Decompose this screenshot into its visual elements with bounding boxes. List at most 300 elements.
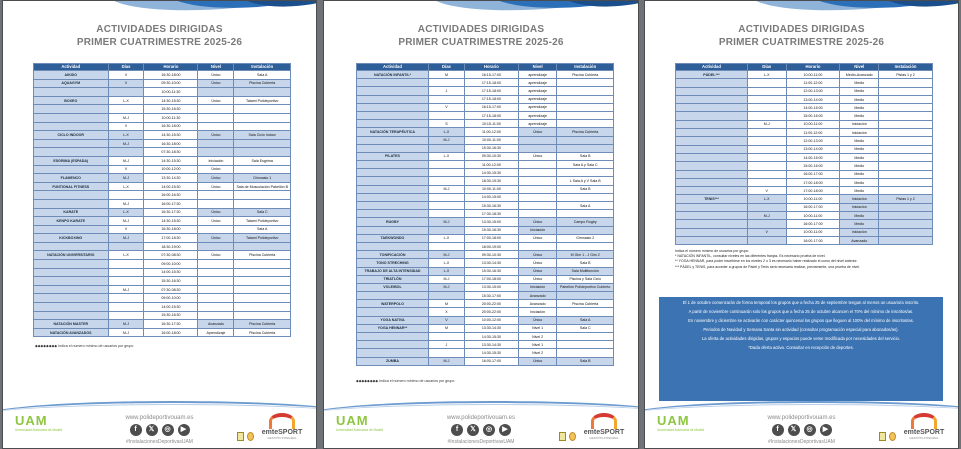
- days-cell: L-X: [108, 182, 144, 191]
- schedule-cell: 13:30-15:00: [464, 283, 518, 291]
- days-cell: M-J: [108, 113, 144, 122]
- level-cell: [198, 242, 234, 251]
- facebook-icon[interactable]: f: [772, 424, 784, 436]
- footnote: * NATACIÓN INFANTIL, consultar niveles en las diferentes franjas. Es necesario prueba de nivel.: [675, 254, 826, 259]
- schedule-cell: 13:30-14:30: [144, 174, 198, 183]
- table-row: [676, 129, 933, 137]
- level-cell: [198, 199, 234, 208]
- activity-cell: [34, 165, 109, 174]
- table-row: [357, 226, 614, 234]
- schedule-cell: 11:00-12:00: [786, 129, 840, 137]
- level-cell: [198, 122, 234, 131]
- table-row: [676, 71, 933, 79]
- schedule-cell: 17:00-18:00: [786, 178, 840, 186]
- days-cell: [747, 112, 786, 120]
- column-header: Actividad: [34, 64, 109, 71]
- facility-cell: Piscina Cubierta: [234, 79, 291, 88]
- facility-cell: Sala B: [557, 185, 614, 193]
- table-row: [34, 208, 291, 217]
- days-cell: L-X: [428, 128, 464, 136]
- table-row: [357, 152, 614, 160]
- facility-cell: Piscina Cubierta: [557, 71, 614, 79]
- schedule-cell: 17:00-18:00: [464, 234, 518, 242]
- schedule-cell: 13:30-14:30: [464, 324, 518, 332]
- level-cell: Medio: [840, 153, 879, 161]
- schedule-cell: 14:30-15:30: [144, 131, 198, 140]
- days-cell: M-J: [108, 285, 144, 294]
- table-row: [34, 105, 291, 114]
- footnote: *** PÁDEL y TENIS, para acceder a grupos de Pádel y Tenis será necesaria realizar, previamente, una prueba de nivel.: [675, 264, 860, 269]
- level-cell: Nivel 2: [518, 349, 557, 357]
- days-cell: M: [428, 71, 464, 79]
- days-cell: V: [108, 79, 144, 88]
- days-cell: L-X: [108, 208, 144, 217]
- schedule-cell: 18:00-19:00: [464, 242, 518, 250]
- table-row: [357, 210, 614, 218]
- activity-cell: [34, 148, 109, 157]
- days-cell: [428, 292, 464, 300]
- table-row: [357, 259, 614, 267]
- schedule-cell: 17:15-18:00: [464, 87, 518, 95]
- schedule-cell: 16:00-17:00: [786, 170, 840, 178]
- schedule-cell: 17:00-18:00: [464, 275, 518, 283]
- document-page-2: [323, 0, 639, 449]
- table-row: [357, 251, 614, 259]
- level-cell: [518, 202, 557, 210]
- schedule-table: [356, 63, 614, 366]
- level-cell: Iniciación: [840, 120, 879, 128]
- schedule-cell: 16:00-17:00: [786, 236, 840, 244]
- level-cell: Medio: [840, 212, 879, 220]
- activity-cell: [676, 95, 748, 103]
- website-link[interactable]: www.polideportivouam.es: [446, 415, 516, 421]
- table-row: [676, 145, 933, 153]
- level-cell: [518, 136, 557, 144]
- level-cell: aprendizaje: [518, 79, 557, 87]
- facility-cell: Sala B: [557, 357, 614, 365]
- days-cell: M-J: [108, 320, 144, 329]
- facility-cell: [879, 120, 933, 128]
- facility-cell: [234, 113, 291, 122]
- level-cell: Iniciación: [518, 283, 557, 291]
- schedule-cell: 15:00-16:00: [786, 112, 840, 120]
- days-cell: [747, 178, 786, 186]
- website-link[interactable]: www.polideportivouam.es: [125, 415, 194, 421]
- column-header: Horario: [464, 64, 518, 71]
- table-row: [676, 137, 933, 145]
- activity-cell: [676, 137, 748, 145]
- schedule-cell: 16:00-16:30: [144, 191, 198, 200]
- days-cell: [108, 105, 144, 114]
- table-row: [357, 177, 614, 185]
- schedule-cell: 15:30-16:30: [464, 267, 518, 275]
- days-cell: M-J: [428, 251, 464, 259]
- schedule-table: [33, 63, 291, 337]
- table-row: [34, 217, 291, 226]
- facility-cell: Tatami Polideportivo: [234, 217, 291, 226]
- days-cell: M-J: [428, 218, 464, 226]
- facility-cell: Pistas 1 y 2: [879, 195, 933, 203]
- facility-cell: Sala Ciclo Indoor: [234, 131, 291, 140]
- table-row: [676, 170, 933, 178]
- level-cell: Nivel 1: [518, 341, 557, 349]
- facility-cell: [234, 122, 291, 131]
- activity-cell: NATACIÓN UNIVERSITARIO: [34, 251, 109, 260]
- facility-cell: L Sala A y V Sala B: [557, 177, 614, 185]
- facility-cell: [557, 111, 614, 119]
- days-cell: M-J: [108, 174, 144, 183]
- table-header-row: [676, 64, 933, 71]
- schedule-cell: 10:15-11:00: [464, 120, 518, 128]
- level-cell: [518, 169, 557, 177]
- level-cell: Medio: [840, 145, 879, 153]
- activity-cell: [357, 185, 429, 193]
- schedule-cell: 17:30-18:30: [464, 210, 518, 218]
- table-row: [357, 71, 614, 79]
- level-cell: [198, 303, 234, 312]
- activity-cell: [676, 120, 748, 128]
- facility-cell: [879, 87, 933, 95]
- table-row: [676, 236, 933, 244]
- table-row: [34, 156, 291, 165]
- facility-cell: [879, 145, 933, 153]
- schedule-cell: 10:00-11:00: [464, 185, 518, 193]
- table-row: [676, 178, 933, 186]
- facility-cell: M Gim 1 - J Gim 2: [557, 251, 614, 259]
- activity-cell: [34, 199, 109, 208]
- hashtag: #InstalacionesDeportivasUAM: [768, 439, 835, 445]
- level-cell: [198, 148, 234, 157]
- facility-cell: [879, 112, 933, 120]
- table-row: [357, 316, 614, 324]
- table-row: [34, 79, 291, 88]
- days-cell: L-X: [428, 152, 464, 160]
- x-icon[interactable]: 𝕏: [788, 424, 800, 436]
- facility-cell: Piscina Cubierta: [234, 251, 291, 260]
- days-cell: [747, 153, 786, 161]
- facility-cell: [557, 333, 614, 341]
- days-cell: M-J: [747, 212, 786, 220]
- days-cell: V: [108, 165, 144, 174]
- level-cell: Iniciación: [840, 203, 879, 211]
- days-cell: M-J: [108, 217, 144, 226]
- level-cell: [518, 144, 557, 152]
- schedule-cell: 14:30-15:30: [464, 169, 518, 177]
- activity-cell: [357, 202, 429, 210]
- table-row: [357, 218, 614, 226]
- days-cell: [747, 104, 786, 112]
- activity-cell: [676, 145, 748, 153]
- partner-logo-1: [879, 432, 886, 441]
- level-cell: Iniciación: [518, 226, 557, 234]
- activity-cell: KENPO KARATE: [34, 217, 109, 226]
- schedule-cell: 09:30-10:30: [464, 251, 518, 259]
- activity-cell: NATACIÓN TERAPÉUTICA: [357, 128, 429, 136]
- table-row: [357, 169, 614, 177]
- table-row: [357, 87, 614, 95]
- facebook-icon[interactable]: f: [451, 424, 463, 436]
- activity-cell: TRABAJO DE ALTA INTENSIDAD: [357, 267, 429, 275]
- facility-cell: Piscina Cubierta: [557, 300, 614, 308]
- schedule-cell: 17:15-18:00: [464, 79, 518, 87]
- facility-cell: [234, 260, 291, 269]
- hashtag: #InstalacionesDeportivasUAM: [447, 439, 515, 445]
- facility-cell: Sala B: [557, 259, 614, 267]
- level-cell: Medio: [840, 104, 879, 112]
- activity-cell: YOGA NATIVA: [357, 316, 429, 324]
- schedule-cell: 16:15-17:00: [464, 103, 518, 111]
- footer-decoration: [3, 399, 316, 411]
- title-line-2: PRIMER CUATRIMESTRE 2025-26: [718, 37, 885, 48]
- days-cell: [428, 111, 464, 119]
- partner-logos: [879, 432, 896, 441]
- schedule-cell: 16:00-17:00: [464, 357, 518, 365]
- schedule-table: [675, 63, 933, 245]
- table-row: [676, 153, 933, 161]
- facility-cell: [557, 169, 614, 177]
- level-cell: aprendizaje: [518, 95, 557, 103]
- table-row: [357, 128, 614, 136]
- schedule-cell: 10:00-11:30: [144, 88, 198, 97]
- facebook-icon[interactable]: f: [130, 424, 142, 436]
- partner-logos: [559, 432, 576, 441]
- level-cell: Único: [518, 267, 557, 275]
- schedule-cell: 15:30-16:30: [144, 311, 198, 320]
- table-row: [357, 234, 614, 242]
- level-cell: aprendizaje: [518, 111, 557, 119]
- activity-cell: [676, 162, 748, 170]
- facility-cell: Sala A y Sala C: [557, 161, 614, 169]
- schedule-cell: 15:30-16:30: [144, 105, 198, 114]
- schedule-cell: 15:30-16:30: [464, 144, 518, 152]
- days-cell: M-J: [108, 328, 144, 337]
- level-cell: Único: [518, 234, 557, 242]
- youtube-icon[interactable]: ▶: [820, 424, 832, 436]
- facility-cell: Sala A: [557, 202, 614, 210]
- table-header-row: [34, 64, 291, 71]
- schedule-cell: 15:30-16:30: [144, 277, 198, 286]
- table-row: [34, 199, 291, 208]
- facility-cell: [234, 199, 291, 208]
- activity-cell: [34, 242, 109, 251]
- activity-cell: VOLEIBOL: [357, 283, 429, 291]
- title-line-2: PRIMER CUATRIMESTRE 2025-26: [398, 37, 564, 48]
- days-cell: [108, 260, 144, 269]
- level-cell: Único: [198, 208, 234, 217]
- schedule-cell: 11:00-12:00: [464, 161, 518, 169]
- level-cell: Nivel 1: [518, 324, 557, 332]
- table-row: [357, 111, 614, 119]
- days-cell: M: [428, 300, 464, 308]
- days-cell: [747, 145, 786, 153]
- facility-cell: Sala A: [234, 71, 291, 80]
- level-cell: Único: [518, 218, 557, 226]
- table-row: [357, 333, 614, 341]
- table-row: [357, 308, 614, 316]
- table-row: [676, 195, 933, 203]
- days-cell: [747, 137, 786, 145]
- table-row: [676, 95, 933, 103]
- facility-cell: [557, 136, 614, 144]
- table-row: [357, 202, 614, 210]
- activity-cell: AQUAGYM: [34, 79, 109, 88]
- facility-cell: [557, 87, 614, 95]
- title-line-1: ACTIVIDADES DIRIGIDAS: [738, 24, 865, 35]
- activity-cell: [357, 161, 429, 169]
- table-row: [357, 300, 614, 308]
- facility-cell: [879, 162, 933, 170]
- activity-cell: FUNTIONAL FITNESS: [34, 182, 109, 191]
- level-cell: [198, 277, 234, 286]
- registration-info-box: [659, 297, 943, 401]
- info-paragraph: Periodos de Navidad y Semana Santa sin actividad (consultar programación especial para abonados/as).: [703, 327, 899, 332]
- level-cell: [198, 285, 234, 294]
- level-cell: Único: [198, 131, 234, 140]
- table-row: [34, 260, 291, 269]
- table-row: [676, 220, 933, 228]
- activity-cell: [357, 349, 429, 357]
- table-row: [34, 277, 291, 286]
- facility-cell: [234, 294, 291, 303]
- facility-cell: [879, 212, 933, 220]
- schedule-cell: 14:00-15:00: [464, 193, 518, 201]
- level-cell: Único: [198, 165, 234, 174]
- schedule-cell: 11:00-12:00: [464, 128, 518, 136]
- days-cell: [747, 87, 786, 95]
- schedule-cell: 16:30-18:00: [144, 225, 198, 234]
- table-row: [34, 225, 291, 234]
- activity-cell: ESGRIMA (ESPADA): [34, 156, 109, 165]
- activity-cell: NATACIÓN AVANZADOS: [34, 328, 109, 337]
- column-header: Nivel: [198, 64, 234, 71]
- activity-cell: CICLO INDOOR: [34, 131, 109, 140]
- activity-cell: [676, 178, 748, 186]
- instagram-icon[interactable]: ◎: [483, 424, 495, 436]
- website-link[interactable]: www.polideportivouam.es: [767, 415, 836, 421]
- activity-cell: [34, 122, 109, 131]
- instagram-icon[interactable]: ◎: [162, 424, 174, 436]
- level-cell: Avanzado: [518, 292, 557, 300]
- schedule-cell: 09:00-10:00: [144, 294, 198, 303]
- level-cell: Iniciación: [198, 156, 234, 165]
- emtesport-logo: emteSPORT GESTIÓN INTEGRAL: [580, 413, 628, 440]
- facility-cell: Sala B: [557, 152, 614, 160]
- activity-cell: [34, 88, 109, 97]
- facility-cell: [879, 79, 933, 87]
- activity-cell: TONIFICACIÓN: [357, 251, 429, 259]
- activity-cell: [34, 277, 109, 286]
- partner-logo-2: [569, 432, 576, 441]
- instagram-icon[interactable]: ◎: [804, 424, 816, 436]
- activity-cell: [357, 120, 429, 128]
- footnote: ** YOGA HENNAR, para poder inscribirse en los niveles 2 o 3 es necesario haber realizado el curso del nivel anterior.: [675, 259, 858, 264]
- page-footer: [324, 411, 638, 449]
- table-row: [34, 174, 291, 183]
- schedule-cell: 14:00-15:00: [786, 104, 840, 112]
- schedule-cell: 16:30-18:00: [144, 122, 198, 131]
- days-cell: [428, 226, 464, 234]
- page-title: [3, 23, 316, 49]
- min-users-note: ◆◆◆◆◆◆◆◆ Indica el número mínimo de usuarios por grupo: [356, 379, 455, 383]
- days-cell: [108, 148, 144, 157]
- level-cell: [198, 105, 234, 114]
- days-cell: M-J: [428, 185, 464, 193]
- x-icon[interactable]: 𝕏: [467, 424, 479, 436]
- days-cell: L-X: [428, 267, 464, 275]
- schedule-cell: 10:00-11:00: [786, 71, 840, 79]
- days-cell: [108, 311, 144, 320]
- table-row: [357, 185, 614, 193]
- schedule-cell: 14:30-15:30: [144, 96, 198, 105]
- activity-cell: [357, 226, 429, 234]
- schedule-cell: 14:30-15:30: [144, 156, 198, 165]
- title-line-1: ACTIVIDADES DIRIGIDAS: [96, 24, 223, 35]
- schedule-cell: 16:00-17:00: [786, 203, 840, 211]
- activity-cell: PILATES: [357, 152, 429, 160]
- days-cell: [108, 268, 144, 277]
- level-cell: [198, 311, 234, 320]
- title-line-1: ACTIVIDADES DIRIGIDAS: [417, 24, 545, 35]
- table-row: [34, 268, 291, 277]
- info-paragraph: En noviembre y diciembre se activarán con carácter quincenal los grupos que lleguen al 100% del mínimo de inscritos/as.: [688, 318, 914, 323]
- days-cell: S: [428, 120, 464, 128]
- facility-cell: Piscina Cubierta: [234, 320, 291, 329]
- partner-logos: [237, 432, 254, 441]
- days-cell: [747, 162, 786, 170]
- days-cell: [108, 294, 144, 303]
- facility-cell: [234, 277, 291, 286]
- level-cell: Único: [518, 251, 557, 259]
- level-cell: aprendizaje: [518, 120, 557, 128]
- table-row: [34, 96, 291, 105]
- days-cell: J: [428, 87, 464, 95]
- days-cell: L-X: [747, 71, 786, 79]
- table-row: [357, 324, 614, 332]
- column-header: Instalación: [557, 64, 614, 71]
- youtube-icon[interactable]: ▶: [499, 424, 511, 436]
- activity-cell: TAEKWONDO: [357, 234, 429, 242]
- youtube-icon[interactable]: ▶: [178, 424, 190, 436]
- partner-logo-2: [889, 432, 896, 441]
- days-cell: M-J: [108, 156, 144, 165]
- x-icon[interactable]: 𝕏: [146, 424, 158, 436]
- info-paragraph: *Dada oferta activa. Consultar en recepción de deportes.: [748, 345, 854, 350]
- table-row: [34, 251, 291, 260]
- level-cell: Medio: [840, 220, 879, 228]
- facility-cell: [557, 79, 614, 87]
- column-header: Actividad: [676, 64, 748, 71]
- facility-cell: Sala A: [234, 225, 291, 234]
- days-cell: M-J: [108, 234, 144, 243]
- uam-logo: UAM Universidad Autónoma de Madrid: [336, 413, 384, 432]
- facility-cell: Sala de Musculación Pabellón B: [234, 182, 291, 191]
- days-cell: M-J: [428, 275, 464, 283]
- schedule-cell: 10:00-12:00: [144, 165, 198, 174]
- schedule-cell: 13:30-15:00: [464, 218, 518, 226]
- days-cell: M-J: [428, 357, 464, 365]
- level-cell: Medio: [840, 112, 879, 120]
- days-cell: M: [428, 324, 464, 332]
- schedule-cell: 15:00-16:00: [786, 162, 840, 170]
- schedule-cell: 14:30-15:30: [464, 349, 518, 357]
- activity-cell: [357, 242, 429, 250]
- level-cell: Medio: [840, 87, 879, 95]
- column-header: Instalación: [879, 64, 933, 71]
- table-row: [676, 212, 933, 220]
- schedule-cell: 16:00-18:00: [144, 328, 198, 337]
- facility-cell: [234, 311, 291, 320]
- schedule-cell: 20:00-22:00: [464, 308, 518, 316]
